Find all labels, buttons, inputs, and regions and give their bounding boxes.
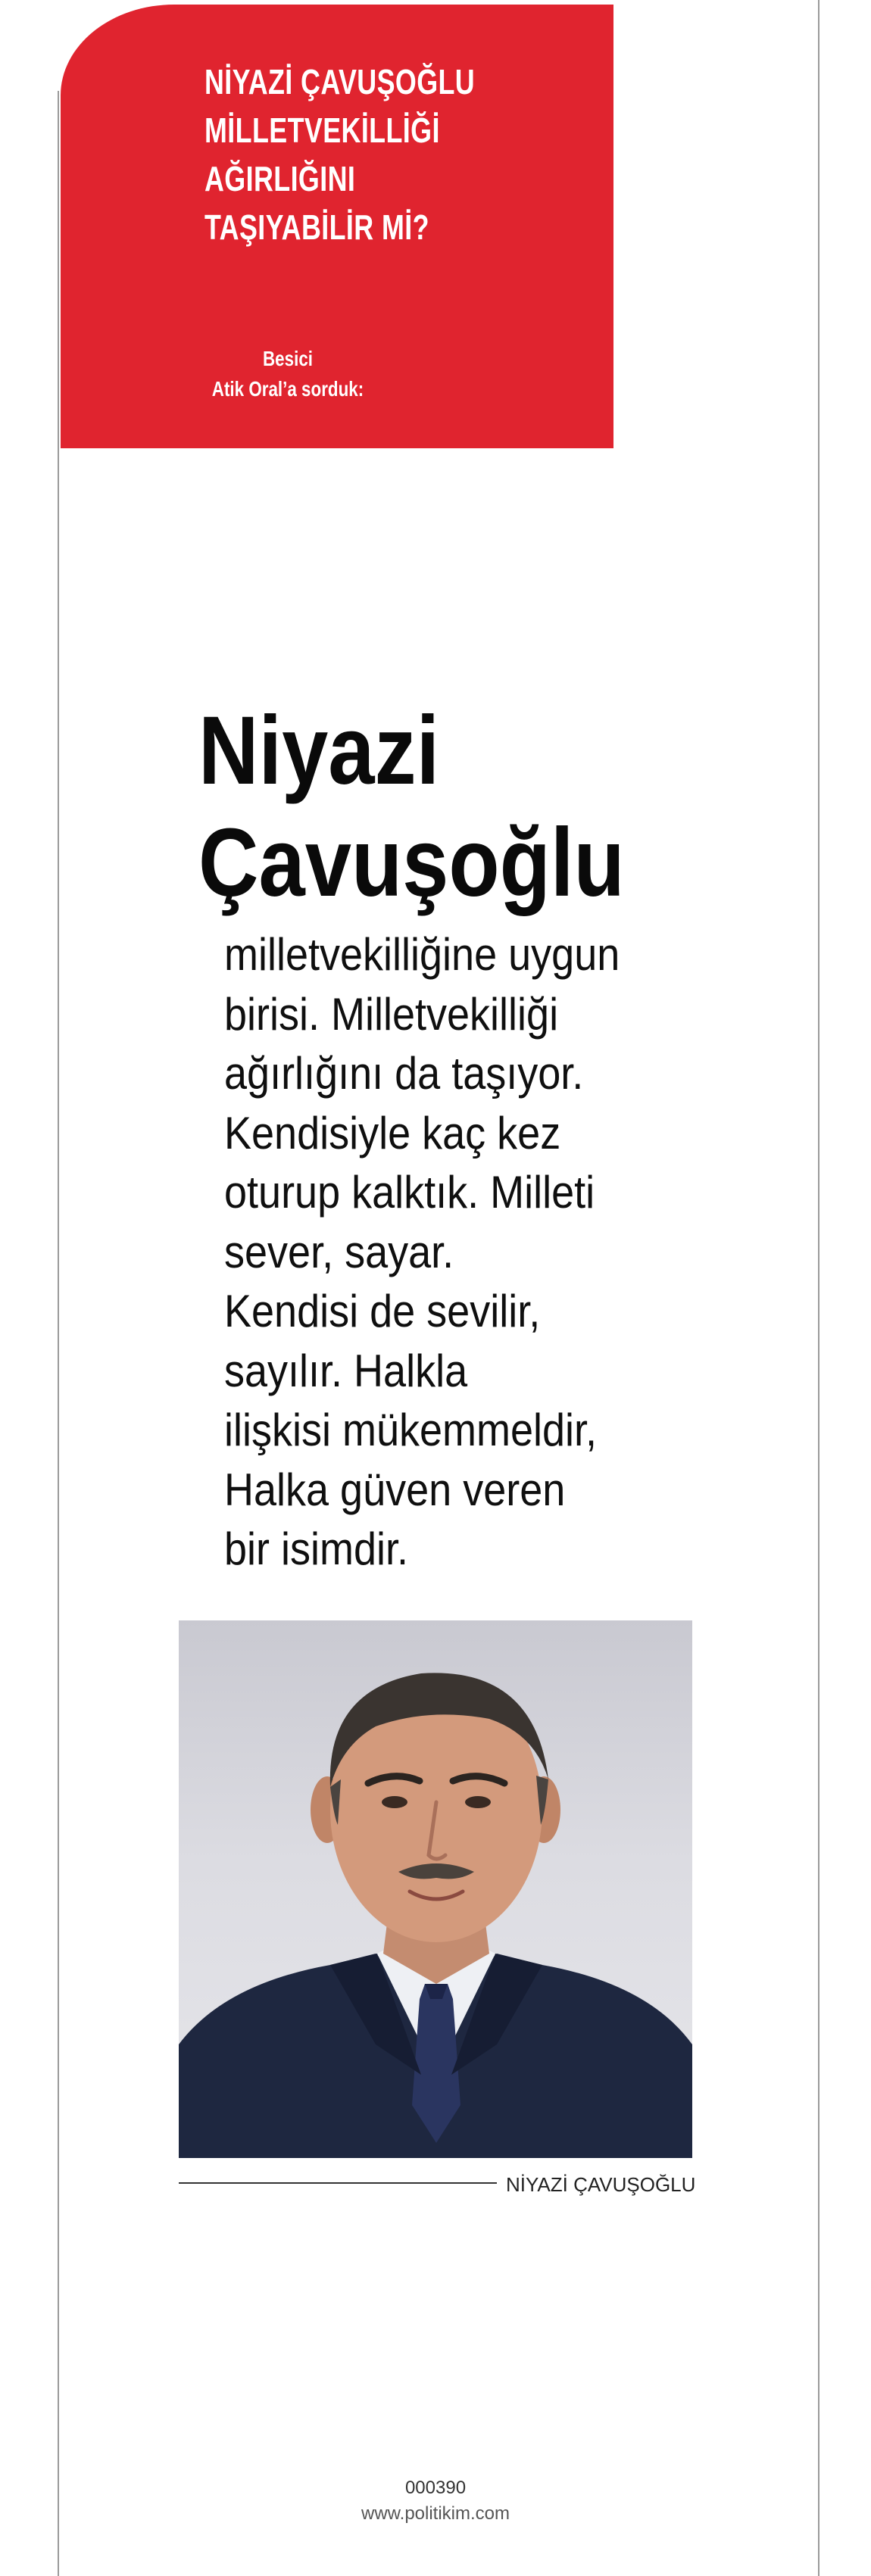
body-line: ilişkisi mükemmeldir, xyxy=(224,1405,598,1455)
body-line: milletvekilliğine uygun xyxy=(224,929,620,980)
body-line: sayılır. Halkla xyxy=(224,1345,468,1396)
body-line: oturup kalktık. Milleti xyxy=(224,1167,595,1218)
body-line: Halka güven veren xyxy=(224,1464,566,1515)
portrait-photo xyxy=(179,1620,692,2158)
body-line: sever, sayar. xyxy=(224,1226,454,1277)
banner-title-line: AĞIRLIĞINI xyxy=(204,159,356,198)
article-body xyxy=(224,925,688,1580)
banner-title-line: MİLLETVEKİLLİĞİ xyxy=(204,111,440,150)
caption-divider xyxy=(179,2182,497,2184)
body-line: birisi. Milletvekilliği xyxy=(224,988,559,1040)
banner-subtitle-line: Atik Oral’a sorduk: xyxy=(211,377,364,401)
red-banner xyxy=(61,5,613,448)
ad-code: 000390 xyxy=(404,2478,467,2498)
body-line: Kendisi de sevilir, xyxy=(224,1286,541,1336)
photo-caption: NİYAZİ ÇAVUŞOĞLU xyxy=(506,2173,696,2196)
banner-subtitle-line: Besici xyxy=(263,347,313,370)
body-line: bir isimdir. xyxy=(224,1523,409,1574)
portrait-illustration xyxy=(179,1620,692,2158)
banner-title-line: TAŞIYABİLİR Mİ? xyxy=(204,207,429,247)
right-border-line xyxy=(818,0,819,2576)
banner-subtitle xyxy=(61,344,515,404)
headline-line: Niyazi xyxy=(198,697,440,805)
left-border-line xyxy=(58,91,59,2576)
body-line: ağırlığını da taşıyor. xyxy=(224,1048,584,1099)
headline-line: Çavuşoğlu xyxy=(198,809,625,917)
article-headline xyxy=(198,695,625,919)
website-link[interactable]: www.politikim.com xyxy=(361,2503,510,2524)
body-line: Kendisiyle kaç kez xyxy=(224,1107,561,1159)
banner-title-line: NİYAZİ ÇAVUŞOĞLU xyxy=(204,62,476,101)
banner-title xyxy=(204,58,582,251)
